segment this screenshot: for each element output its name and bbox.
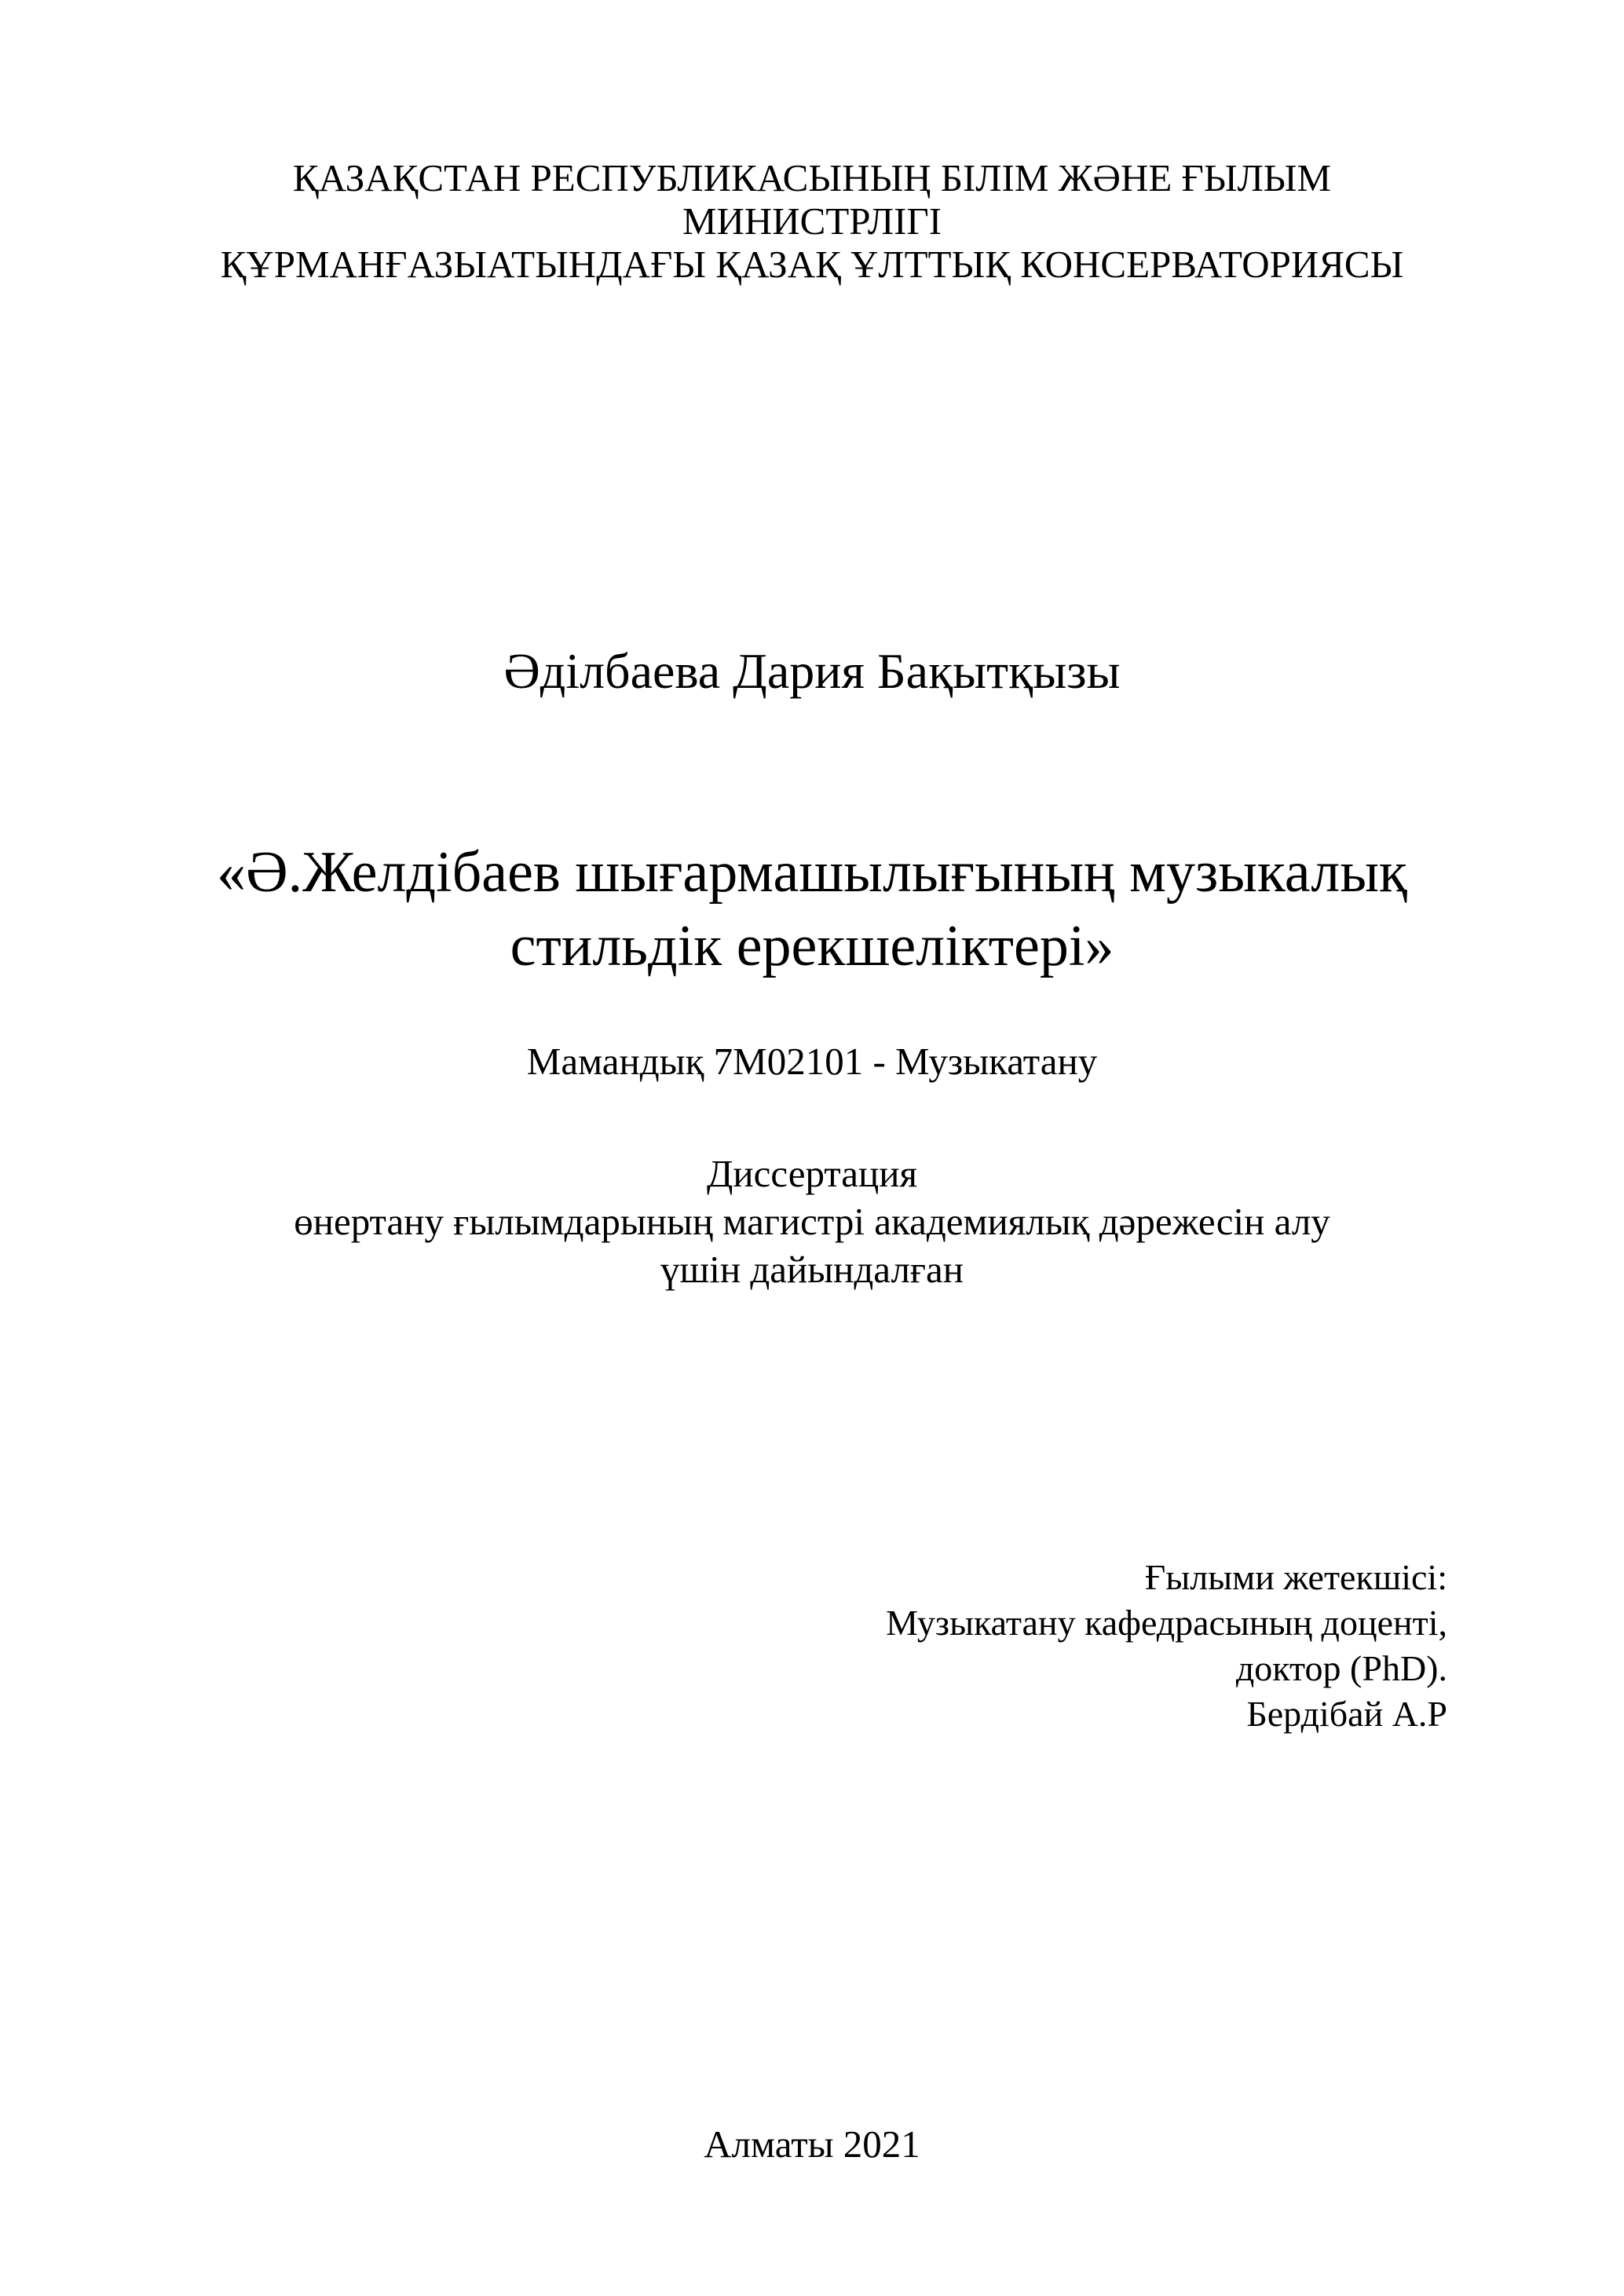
city-year: Алматы 2021: [704, 2122, 920, 2166]
advisor-name: Бердібай А.Р: [1246, 1694, 1447, 1734]
ministry-heading-line-2: МИНИСТРЛІГІ: [682, 199, 942, 243]
thesis-title-line-1: «Ә.Желдібаев шығармашылығының музыкалық: [217, 840, 1407, 905]
specialty-line: Мамандық 7M02101 - Музыкатану: [526, 1040, 1098, 1083]
author-name: Әділбаева Дария Бақытқызы: [503, 643, 1121, 699]
dissertation-purpose-line-2: үшін дайындалған: [660, 1248, 964, 1291]
dissertation-label: Диссертация: [706, 1152, 918, 1195]
dissertation-purpose-line-1: өнертану ғылымдарының магистрі академиялық дәрежесін алу: [294, 1200, 1330, 1243]
conservatory-name: ҚҰРМАНҒАЗЫАТЫНДАҒЫ ҚАЗАҚ ҰЛТТЫҚ КОНСЕРВАТОРИЯСЫ: [220, 243, 1404, 286]
thesis-title-line-2: стильдік ерекшеліктері»: [510, 914, 1114, 978]
ministry-heading-line-1: ҚАЗАҚСТАН РЕСПУБЛИКАСЫНЫҢ БІЛІМ ЖӘНЕ ҒЫЛЫМ: [292, 156, 1332, 199]
advisor-degree: доктор (PhD).: [1235, 1648, 1447, 1688]
advisor-heading: Ғылыми жетекшісі:: [1144, 1557, 1447, 1597]
advisor-position: Музыкатану кафедрасының доценті,: [886, 1603, 1447, 1643]
